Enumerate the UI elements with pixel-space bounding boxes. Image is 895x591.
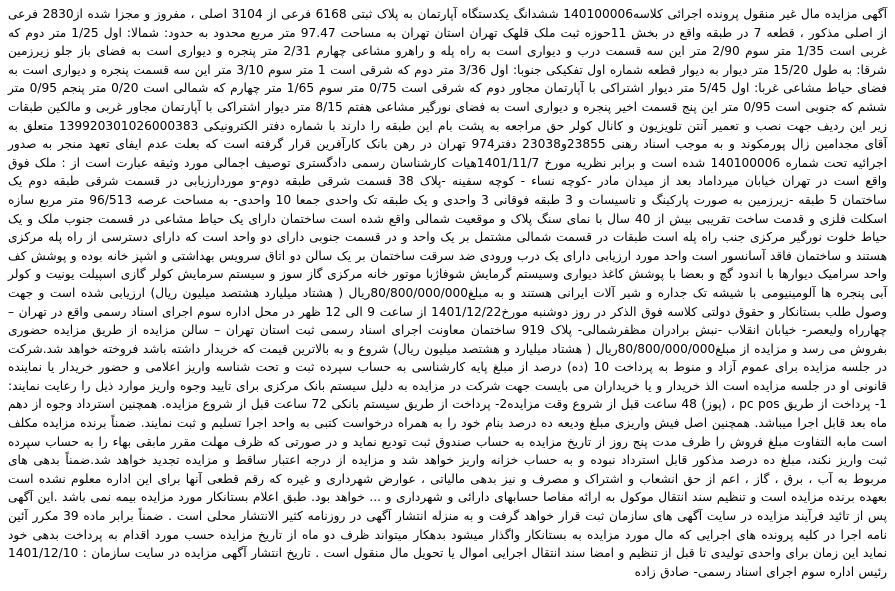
auction-notice-text: آگهی مزایده مال غیر منقول پرونده اجرائی کلاسه140100006 ششدانگ یکدستگاه آپارتمان به پلاک ثبتی 6168 فرعی از 3104 اصلی ، مفروز و مجزا شده از2830 فرعی از اصلی مذکور ، قطعه 7 در طبقه واقع در بخش 11حوزه ثبت ملک قلهک تهران استان تهران به مساحت 97.47 متر مربع محدود به حدود: شمالا: اول 1/25 متر دوم که غربی است 1/35 متر سوم 2/90 متر این سه قسمت درب و دیواری است به راه پله و راهرو مشاعی چهارم 2/31 متر پنجره و دیواری است به فضای باز جلو زیرزمین شرقا: به طول 15/20 متر دیوار به دیوار قطعه شماره اول تفکیکی جنوبا: اول 3/36 متر دوم که شرقی است 1 متر سوم 3/10 متر این سه قسمت پنجره و دیواری است به فضای حیاط مشاعی غربا: اول 5/45 متر دیوار اشتراکی با آپارتمان مجاور دوم که شرقی است 0/75 متر سوم 1/65 متر چهارم که شمالی است 0/20 متر پنجم 0/95 متر ششم که جنوبی است 0/95 متر این پنج قسمت اخیر پنجره و دیواری است به فضای نورگیر مشاعی هفتم 8/15 متر دیوار اشتراکی با آپارتمان مجاور غربی و مالکین طبقات زیر این ردیف جهت نصب و تعمیر آنتن تلویزیون و کانال کولر حق مراجعه به پشت بام این طبقه را دارند با شماره دفتر الکترونیکی 139920301026000383 متعلق به آقای مجدامین زال پورمکوند و به موجب اسناد رهنی 23855و23038 دفتر974 تهران در رهن بانک کارآفرین قرار گرفته است که بعلت عدم ایفای تعهد منجر به صدور اجرائیه تحت شماره 140100006 شده است و برابر نظریه مورخ 1401/11/7هیات کارشناسان رسمی دادگستری توصیف اجمالی مورد وثیقه عبارت است از : ملک فوق واقع است در تهران خیابان میرداماد بعد از میدان مادر -کوچه نساء - کوچه سفینه -پلاک 38 قسمت شرقی طبقه دوم-و موردارزیابی در قسمت شرقی طبقه دوم یک ساختمان 5 طبقه -زیرزمین به صورت پارکینگ و تاسیسات و 3 طبقه فوقانی 3 واحدی و یک طبقه تک واحدی جمعا 10 واحدی- به مساحت عرصه 96/513 متر مربع سازه اسکلت فلزی و قدمت ساخت تقریبی بیش از 40 سال با نمای سنگ پلاک و موقعیت شمالی واقع شده است ساختمان دارای یک حیاط مشاعی در قسمت جنوب ملک و یک حیاط خلوت نورگیر مرکزی جنب راه پله است طبقات در قسمت شمالی مشتمل بر یک واحد و در قسمت جنوبی دارای دو واحد است که دارای دسترسی از راه پله مرکزی هستند و ساختمان فاقد آسانسور است واحد مورد ارزیابی دارای یک درب ورودی ضد سرقت ساختمان بر یک سالن دو اتاق سرویس بهداشتی و اشپز خانه بوده و پوشش کف واحد سرامیک دیوارها با اندود گچ و بعضا با پوشش کاغذ دیواری وسیستم گرمایش شوفاژبا موتور خانه مرکزی گاز سوز و سیستم سرمایش کولر گازی اسپیلت یونیت و کولر آبی پنجره ها آلومینیومی با شیشه تک جداره و شیر آلات ایرانی هستند و به مبلغ80/800/000/000ریال ( هشتاد میلیارد هشتصد میلیون ریال) ارزیابی شده است و جهت وصول طلب بستانکار و حقوق دولتی کلاسه فوق الذکر در روز دوشنبه مورخ1401/12/22 از ساعت 9 الی 12 ظهر در محل اداره سوم اجرای اسناد رسمی واقع در تهران – چهارراه ولیعصر- خیابان انقلاب -نبش برادران مظفرشمالی- پلاک 919 ساختمان معاونت اجرای اسناد رسمی ثبت استان تهران – سالن مزایده از طریق مزایده حضوری بفروش می رسد و مزایده از مبلغ80/800/000/000ریال ( هشتاد میلیارد و هشتصد میلیون ریال) شروع و به بالاترین قیمت که خریدار داشته باشد فروخته خواهد شد.شرکت در جلسه مزایده برای عموم آزاد و منوط به پرداخت 10 (ده) درصد از مبلغ پایه کارشناسی به حساب سپرده ثبت و تحت شناسه واریز اعلامی و حضور خریدار یا نماینده قانونی او در جلسه مزایده است الذ خریدار و یا خریداران می بایست جهت شرکت در مزایده به دلیل سیستم بانک مرکزی برای تایید وجوه واریز موارد ذیل را رعایت نمایند: 1- پرداخت از طریق pc pos ، (پوز) 48 ساعت قبل از شروع وقت مزایده2- پرداخت از طریق سیستم بانکی 72 ساعت قبل از شروع مزایده. همچنین استرداد وجوه از دهم ماه بعد قابل اجرا میباشد. همچنین اصل فیش واریزی مبلغ ودیعه ده درصد بنام خود را به همراه درخواست کتبی به واحد اجرا تسلیم و ثبت نمایند. ضمناً برنده مزایده مکلف است مابه التفاوت مبلغ فروش را ظرف مدت پنج روز از تاریخ مزایده به حساب صندوق ثبت تودیع نماید و در صورتی که ظرف مهلت مقرر مابقی بهاء را به حساب سپرده ثبت واریز نکند، مبلغ ده درصد مذکور قابل استرداد نبوده و به حساب خزانه واریز خواهد شد و مزایده از درجه اعتبار ساقط و مزایده تجدید خواهد شد.ضمناً بدهی های مربوط به آب ، برق ، گاز ، اعم از حق انشعاب و اشتراک و مصرف و نیز بدهی مالیاتی ، عوارض شهرداری و غیره که رقم قطعی آنها برای این اداره معلوم نشده است بعهده برنده مزایده است و تنظیم سند انتقال موکول به ارائه مفاصا حسابهای دارائی و شهرداری و ... خواهد بود. طبق اعلام بستانکار مورد مزایده بیمه نمی باشد .این آگهی پس از تائید فرآیند مزایده در سایت آگهی های سازمان ثبت قرار خواهد گرفت و به منزله انتشار آگهی در روزنامه کثیر الانتشار محلی است . ضمناً برابر ماده 39 مکرر آئین نامه اجرا در کلیه پرونده های اجرایی که مال مورد مزایده به بستانکار واگذار میشود بدهکار میتواند ظرف دو ماه از تاریخ مزایده حسب مورد اقدام به پرداخت بدهی خود نماید این زمان برای واحدی تولیدی تا قبل از تنظیم و امضا سند انتقال اجرایی اموال یا تحویل مال منقول است . تاریخ انتشار آگهی مزایده در سایت سازمان : 1401/12/10 رئیس اداره سوم اجرای اسناد رسمی- صادق زاده bbox=[8, 7, 888, 579]
